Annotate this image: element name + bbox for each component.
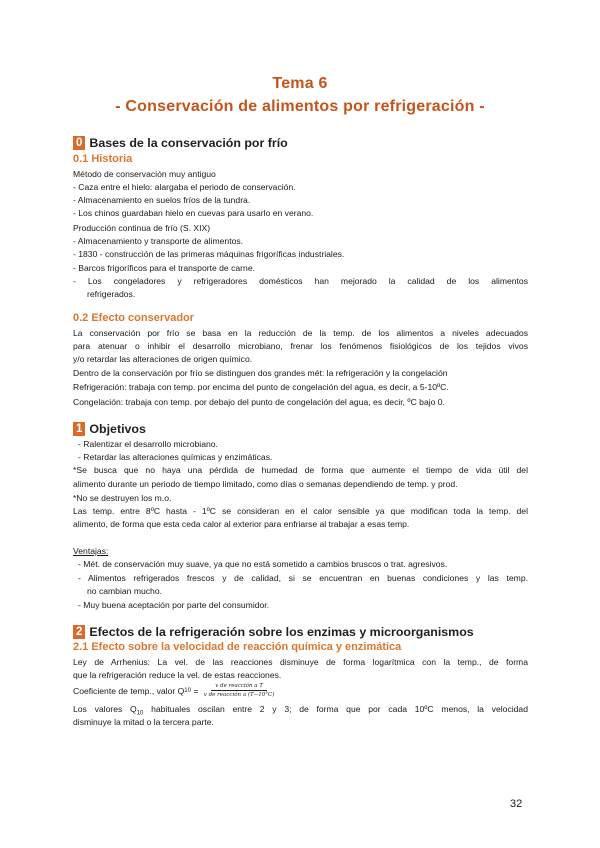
subsection-2-1-title: 2.1 Efecto sobre la velocidad de reacción química y enzimática [73, 641, 402, 653]
section-1-title: Objetivos [89, 422, 146, 436]
list-item: - Los congeladores y refrigeradores domésticos han mejorado la calidad de los alimentos [73, 276, 528, 286]
list-item: - Almacenamiento en suelos fríos de la tundra. [73, 195, 251, 205]
formula-numerator: v de reacción a T [211, 683, 267, 691]
paragraph-line: *Se busca que no haya una pérdida de humedad de forma que aumente el tiempo de vida útil del [73, 465, 528, 475]
document-title: Tema 6 [272, 75, 328, 92]
q-text: Los valores Q [73, 704, 137, 714]
section-0-heading [73, 136, 288, 150]
paragraph-line: alimento durante un periodo de tiempo limitado, como días o semanas dependiendo de temp. y prod. [73, 479, 458, 489]
section-0-title: Bases de la conservación por frío [89, 136, 288, 150]
advantages-heading: Ventajas: [73, 546, 109, 556]
paragraph-line: Ley de Arrhenius: La vel. de las reacciones disminuye de forma logarítmica con la temp., de forma [73, 657, 528, 667]
paragraph-line: *No se destruyen los m.o. [73, 493, 172, 503]
paragraph-line: Refrigeración: trabaja con temp. por encima del punto de congelación del agua, es decir, a 5-10ºC. [73, 382, 449, 392]
list-item: - Retardar las alteraciones químicas y enzimáticas. [78, 452, 273, 462]
subsection-0-1-title: 0.1 Historia [73, 153, 133, 165]
paragraph-line: que la refrigeración reduce la vel. de estas reacciones. [73, 670, 282, 680]
paragraph-line: Congelación: trabaja con temp. por debajo del punto de congelación del agua, es decir, ºC bajo 0. [73, 397, 445, 407]
formula-equals: = [190, 685, 201, 696]
list-item: - 1830 - construcción de las primeras máquinas frigoríficas industriales. [73, 249, 345, 259]
paragraph-line: y/o retardar las alteraciones de origen químico. [73, 354, 253, 364]
page-number: 32 [510, 798, 523, 810]
section-1-number: 1 [73, 422, 85, 436]
list-item-continuation: no cambian mucho. [87, 586, 162, 596]
section-2-heading [73, 625, 474, 639]
paragraph-line: para atenuar o inhibir el desarrollo microbiano, frenar los fenómenos fisiológicos de los tejidos vivos [73, 341, 528, 351]
list-item: - Los chinos guardaban hielo en cuevas para usarlo en verano. [73, 208, 314, 218]
list-item: - Mét. de conservación muy suave, ya que no está sometido a cambios bruscos o trat. agresivos. [78, 559, 448, 569]
list-item: - Muy buena aceptación por parte del consumidor. [78, 600, 270, 610]
q-subscript: 10 [136, 710, 144, 717]
document-subtitle: - Conservación de alimentos por refrigeración - [115, 98, 485, 115]
section-1-heading [73, 422, 146, 436]
paragraph-line: disminuye la mitad o la tercera parte. [73, 717, 214, 727]
paragraph-line: alimento, de forma que esta ceda calor al exterior para enfriarse al trabajar a esas temp. [73, 519, 410, 529]
list-item: - Alimentos refrigerados frescos y de calidad, si se encuentran en buenas condiciones y las temp. [78, 573, 528, 583]
section-2-number: 2 [73, 625, 85, 639]
subsection-0-2-title: 0.2 Efecto conservador [73, 312, 195, 324]
text-line: Método de conservación muy antiguo [73, 169, 216, 179]
formula-fraction [204, 683, 275, 698]
list-item: - Almacenamiento y transporte de alimentos. [73, 236, 244, 246]
list-item: - Caza entre el hielo: alargaba el periodo de conservación. [73, 182, 296, 192]
list-item-continuation: refrigerados. [87, 289, 136, 299]
paragraph-line: Dentro de la conservación por frío se distinguen dos grandes mét: la refrigeración y la congelación [73, 368, 448, 378]
text-line: Producción continua de frío (S. XIX) [73, 223, 211, 233]
formula-denominator: v de reacción a (T−10°C) [203, 692, 275, 698]
list-item: - Barcos frigoríficos para el transporte de carne. [73, 263, 255, 273]
paragraph-line: La conservación por frío se basa en la reducción de la temp. de los alimentos a niveles adecuados [73, 328, 528, 338]
section-2-title: Efectos de la refrigeración sobre los enzimas y microorganismos [89, 625, 474, 639]
paragraph-line: Las temp. entre 8ºC hasta - 1ºC se consideran en el calor sensible ya que modifican toda la temp. del [73, 506, 528, 516]
formula-label: Coeficiente de temp., valor Q [73, 685, 185, 696]
q-rest-text: habituales oscilan entre 2 y 3; de forma que por cada 10ºC menos, la velocidad [143, 704, 528, 714]
q10-formula [73, 683, 274, 698]
formula-subscript: 10 [184, 687, 191, 694]
list-item: - Ralentizar el desarrollo microbiano. [78, 439, 218, 449]
section-0-number: 0 [73, 136, 85, 150]
